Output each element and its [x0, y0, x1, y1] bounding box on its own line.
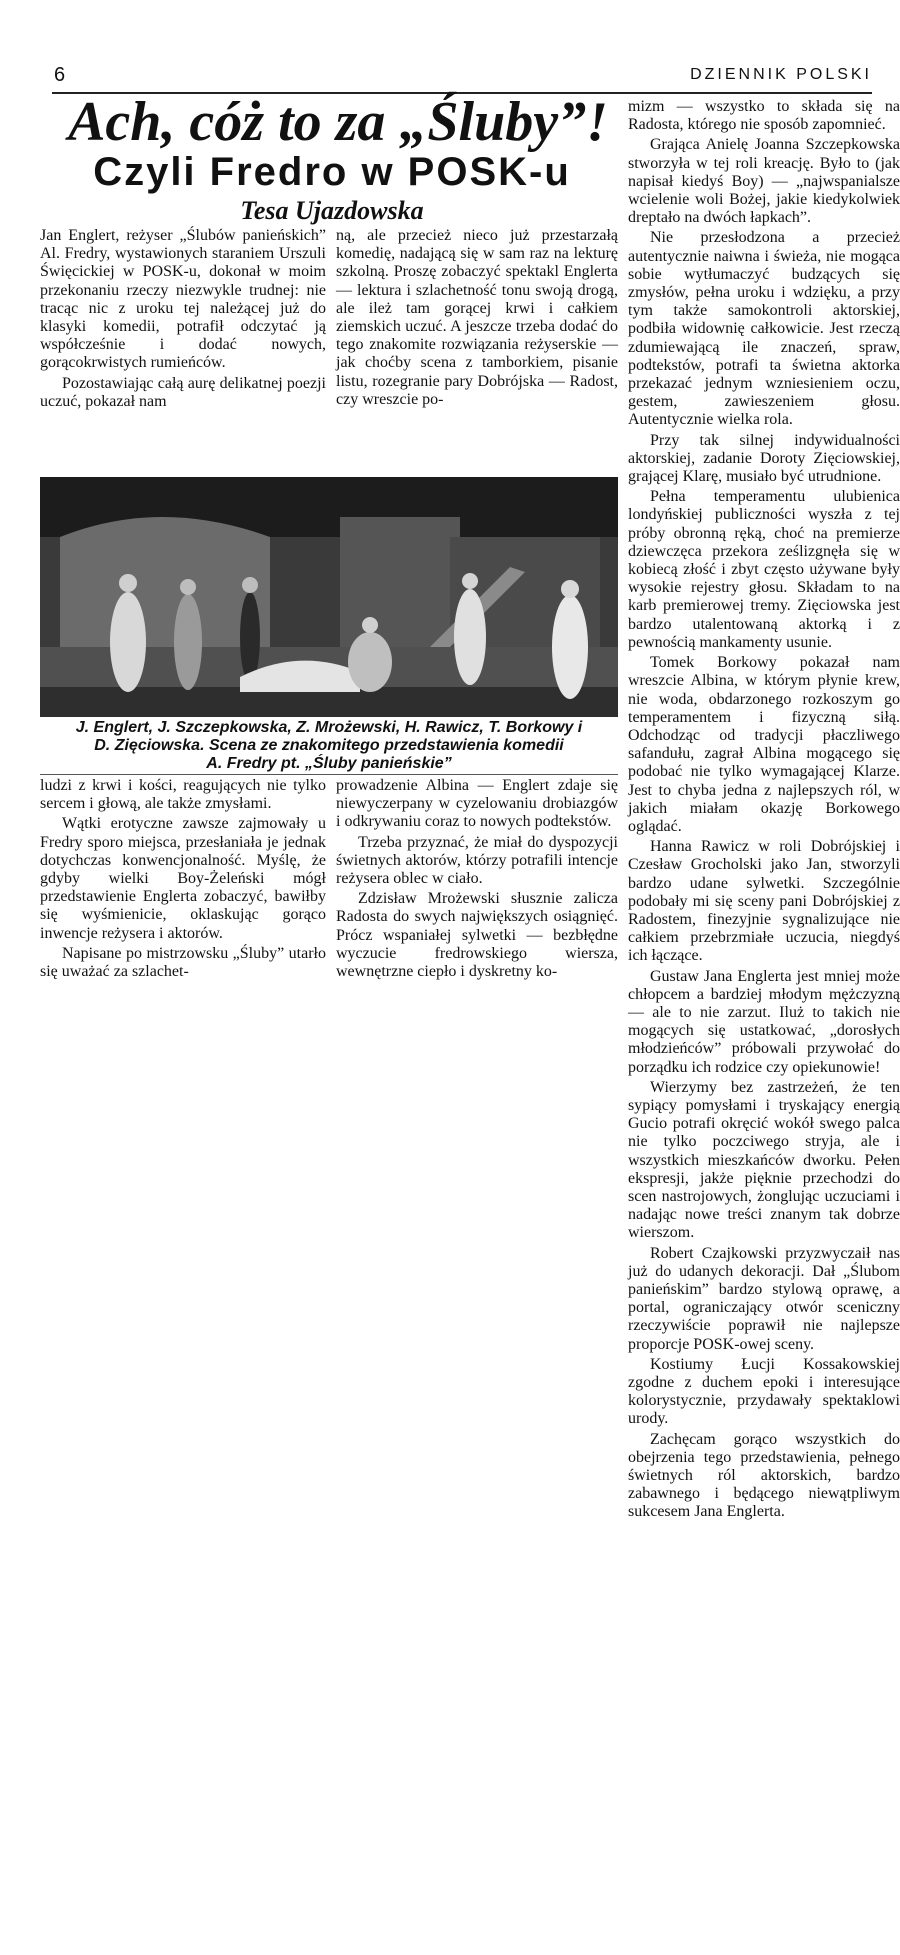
page-number: 6 [54, 64, 66, 86]
paragraph: Zdzisław Mrożewski słusznie zalicza Radosta do swych największych osiągnięć. Prócz wspaniałej sylwetki — bezbłędne wyczucie fredrowskiego wiersza, wewnętrzne ciepło i dyskretny ko- [336, 890, 618, 981]
paragraph: Hanna Rawicz w roli Dobrójskiej i Czesław Grocholski jako Jan, stworzyli bardzo udane sylwetki. Szczególnie podobały mi się sceny pani Dobrójskiej z Radostem, finezyjnie sygnalizujące nie całkiem przebrzmiałe uczucia, niegdyś ich łączące. [628, 838, 900, 965]
article-subtitle: Czyli Fredro w POSK-u [93, 150, 571, 194]
paragraph: ną, ale przecież nieco już przestarzałą komedię, nadającą się w sam raz na lekturę szkolną. Proszę zobaczyć spektakl Englerta — lektura i szlachetność tonu swoją drogą, ale ileż tam gorącej krwi i całkiem ziemskich uczuć. A jeszcze trzeba dodać do tego znakomite rozwiązania reżyserskie — jak choćby scena z tamborkiem, pisanie listu, rozegranie pary Dobrójska — Radost, czy wreszcie po- [336, 227, 618, 408]
caption-line: D. Zięciowska. Scena ze znakomitego przedstawienia komedii [94, 737, 564, 754]
masthead: DZIENNIK POLSKI [690, 66, 872, 83]
paragraph: Gustaw Jana Englerta jest mniej może chłopcem a bardziej młodym mężczyzną — ale to nie zarzut. Iluż to takich nie mogących się ustatkować, „dorosłych młodzieńców” próbowali przywołać do porządku ich rodzice czy opiekunowie! [628, 967, 900, 1076]
paragraph: Pozostawiając całą aurę delikatnej poezji uczuć, pokazał nam [40, 374, 326, 410]
paragraph: Robert Czajkowski przyzwyczaił nas już do udanych dekoracji. Dał „Ślubom panieńskim” bardzo stylową oprawę, a portal, ograniczający otwór sceniczny rzeczywiście poprawił nie najlepsze proporcje POSK-owej sceny. [628, 1244, 900, 1353]
column-1-top [40, 227, 326, 411]
column-2-bottom [336, 777, 618, 981]
article-author: Tesa Ujazdowska [240, 196, 424, 225]
column-3 [628, 98, 900, 1522]
paragraph: Wierzymy bez zastrzeżeń, że ten sypiący pomysłami i tryskający energią Gucio potrafi okręcić wokół swego palca nie tylko poczciwego stryja, ale i wszystkich mieszkańców dworku. Pełen ekspresji, jakże pięknie przechodzi do scen nastrojowych, żonglując uczuciami i nadając nowe treści znanym tak dobrze wierszom. [628, 1078, 900, 1242]
paragraph: Kostiumy Łucji Kossakowskiej zgodne z duchem epoki i interesujące kolorystycznie, przydawały spektaklowi urody. [628, 1355, 900, 1428]
caption-line: A. Fredry pt. „Śluby panieńskie” [206, 755, 452, 772]
paragraph: Przy tak silnej indywidualności aktorskiej, zadanie Doroty Zięciowskiej, grającej Klarę, musiało być utrudnione. [628, 431, 900, 486]
caption-line: J. Englert, J. Szczepkowska, Z. Mrożewski, H. Rawicz, T. Borkowy i [75, 719, 583, 736]
paragraph: Pełna temperamentu ulubienica londyńskiej publiczności wyszła z tej próby obronną ręką, choć na premierze dziewczęca przekora ześlizgnęła się w kobiecą złość i zbyt często używane były wysokie rejestry głosu. Składam to na karb premierowej tremy. Zięciowska jest bardzo utalentowaną aktorką i z pewnością mankamenty usunie. [628, 488, 900, 651]
stage-photo [40, 477, 618, 717]
column-1-bottom [40, 777, 326, 981]
paragraph: Wątki erotyczne zawsze zajmowały u Fredry sporo miejsca, przesłaniała je jednak dotychczas konwencjonalność. Myślę, że gdyby wielki Boy-Żeleński mógł przedstawienie Englerta zobaczyć, bawiłby się wyśmienicie, oklaskując gorąco inwencje reżysera i aktorów. [40, 815, 326, 942]
photo-caption [40, 719, 618, 773]
paragraph: Trzeba przyznać, że miał do dyspozycji świetnych aktorów, którzy potrafili intencje reżysera oblec w ciało. [336, 833, 618, 888]
paragraph: mizm — wszystko to składa się na Radosta, którego nie sposób zapomnieć. [628, 98, 900, 134]
column-2-top [336, 227, 618, 409]
article-title: Ach, cóż to za „Śluby”! [68, 91, 608, 153]
stage-scene-illustration [40, 477, 618, 717]
paragraph: Tomek Borkowy pokazał nam wreszcie Albina, w którym płynie krew, nie woda, obdarzonego rozkoszym go temperamentem i fizyczną siłą. Odchodząc od tradycji płaczliwego safandułu, zagrał Albina mogącego się podobać nie tylko wymagającej Klarze. Jest to chyba jedna z najlepszych ról, w jakich miałam okazję Borkowego oglądać. [628, 654, 900, 835]
paragraph: prowadzenie Albina — Englert zdaje się niewyczerpany w cyzelowaniu drobiazgów i odkrywaniu coraz to nowych podtekstów. [336, 777, 618, 831]
paragraph: Zachęcam gorąco wszystkich do obejrzenia tego przedstawienia, pełnego świetnych ról aktorskich, bardzo zabawnego i będącego niewątpliwym sukcesem Jana Englerta. [628, 1430, 900, 1521]
caption-rule [40, 774, 618, 775]
paragraph: ludzi z krwi i kości, reagujących nie tylko sercem i głową, ale także zmysłami. [40, 777, 326, 813]
paragraph: Napisane po mistrzowsku „Śluby” utarło się uważać za szlachet- [40, 944, 326, 981]
paragraph: Grająca Anielę Joanna Szczepkowska stworzyła w tej roli kreację. Było to (jak napisał kiedyś Boy) — „najwspanialsze wcielenie woli Bożej, jakie kiedykolwiek dreptało na dwóch łapkach”. [628, 136, 900, 227]
paragraph: Nie przesłodzona a przecież autentycznie naiwna i świeża, nie mogąca sobie wytłumaczyć budzących się zmysłów, pełna uroku i wdzięku, a przy tym także samokontroli aktorskiej, podbiła widownię całkowicie. Jest rzeczą zdumiewającą ile znaczeń, spraw, podtekstów, potrafi ta świetna aktorka przekazać jednym wzniesieniem oczu, gestem, zawieszeniem głosu. Autentycznie wielka rola. [628, 229, 900, 429]
paragraph: Jan Englert, reżyser „Ślubów panieńskich” Al. Fredry, wystawionych staraniem Urszuli Święcickiej w POSK-u, dokonał w moim przekonaniu rzeczy niezwykle trudnej: nie tracąc nic z uroku tej należącej już do klasyki komedii, potrafił odczytać ją współcześnie i dodać nowych, gorącokrwistych rumieńców. [40, 227, 326, 372]
